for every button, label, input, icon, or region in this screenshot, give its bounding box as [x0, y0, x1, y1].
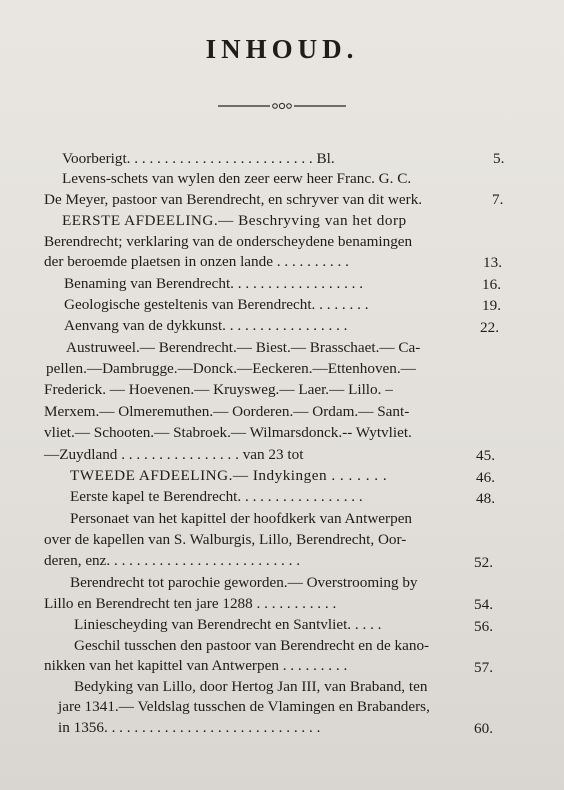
toc-entry: Personaet van het kapittel der hoofdkerk van Antwerpen [70, 510, 413, 527]
toc-entry: nikken van het kapittel van Antwerpen . . . . . . . . . [44, 657, 348, 674]
toc-entry: Levens-schets van wylen den zeer eerw heer Franc. G. C. [62, 170, 412, 187]
toc-entry: Eerste kapel te Berendrecht. . . . . . . . . . . . . . . . . [70, 488, 363, 505]
toc-page-number: 57. [474, 659, 493, 676]
toc-entry: over de kapellen van S. Walburgis, Lillo, Berendrecht, Oor- [44, 531, 407, 548]
toc-page-number: 7. [492, 191, 504, 208]
toc-entry: Berendrecht; verklaring van de onderscheydene benamingen [44, 233, 413, 250]
toc-entry: in 1356. . . . . . . . . . . . . . . . . . . . . . . . . . . . . [58, 719, 321, 736]
toc-page-number: 54. [474, 596, 493, 613]
toc-page-number: 46. [476, 469, 495, 486]
toc-entry: Aenvang van de dykkunst. . . . . . . . . . . . . . . . . [64, 317, 348, 334]
toc-entry: —Zuydland . . . . . . . . . . . . . . . . van 23 tot [44, 446, 304, 463]
toc-entry: Lillo en Berendrecht ten jare 1288 . . . . . . . . . . . [44, 595, 337, 612]
toc-entry: pellen.—Dambrugge.—Donck.—Eeckeren.—Ettenhoven.— [46, 360, 416, 377]
page-title: INHOUD. [205, 34, 359, 64]
toc-entry: Voorberigt. . . . . . . . . . . . . . . . . . . . . . . . . Bl. [62, 150, 335, 167]
toc-page-number: 48. [476, 490, 495, 507]
toc-entry: der beroemde plaetsen in onzen lande . . . . . . . . . . [44, 253, 349, 270]
toc-page-number: 13. [483, 254, 502, 271]
toc-entry: De Meyer, pastoor van Berendrecht, en schryver van dit werk. [44, 191, 423, 208]
toc-entry: Geschil tusschen den pastoor van Berendrecht en de kano- [74, 637, 430, 654]
toc-page-number: 45. [476, 447, 495, 464]
toc-entry: Austruweel.— Berendrecht.— Biest.— Brasschaet.— Ca- [66, 339, 421, 356]
toc-entry: Geologische gesteltenis van Berendrecht. . . . . . . . [64, 296, 369, 313]
toc-entry: Berendrecht tot parochie geworden.— Overstrooming by [70, 574, 418, 591]
toc-entry: Liniescheyding van Berendrecht en Santvliet. . . . . [74, 616, 382, 633]
toc-section-heading: TWEEDE AFDEELING.— Indykingen . . . . . . . [70, 467, 388, 484]
toc-entry: Benaming van Berendrecht. . . . . . . . . . . . . . . . . . [64, 275, 364, 292]
toc-entry: jare 1341.— Veldslag tusschen de Vlamingen en Brabanders, [58, 698, 430, 715]
toc-page-number: 19. [482, 297, 501, 314]
toc-entry: Merxem.— Olmeremuthen.— Oorderen.— Ordam.— Sant- [44, 403, 410, 420]
toc-page-number: 60. [474, 720, 493, 737]
toc-section-heading: EERSTE AFDEELING.— Beschryving van het dorp [62, 212, 407, 229]
ornament-divider [218, 101, 346, 111]
toc-page-number: 52. [474, 554, 493, 571]
toc-entry: Bedyking van Lillo, door Hertog Jan III, van Braband, ten [74, 678, 428, 695]
toc-entry: vliet.— Schooten.— Stabroek.— Wilmarsdonck.-- Wytvliet. [44, 424, 412, 441]
toc-page-number: 56. [474, 618, 493, 635]
toc-page-number: 16. [482, 276, 501, 293]
toc-entry: deren, enz. . . . . . . . . . . . . . . . . . . . . . . . . . [44, 552, 301, 569]
toc-entry: Frederick. — Hoevenen.— Kruysweg.— Laer.— Lillo. – [44, 381, 393, 398]
toc-page-number: 22. [480, 319, 499, 336]
toc-page-number: 5. [493, 150, 505, 167]
